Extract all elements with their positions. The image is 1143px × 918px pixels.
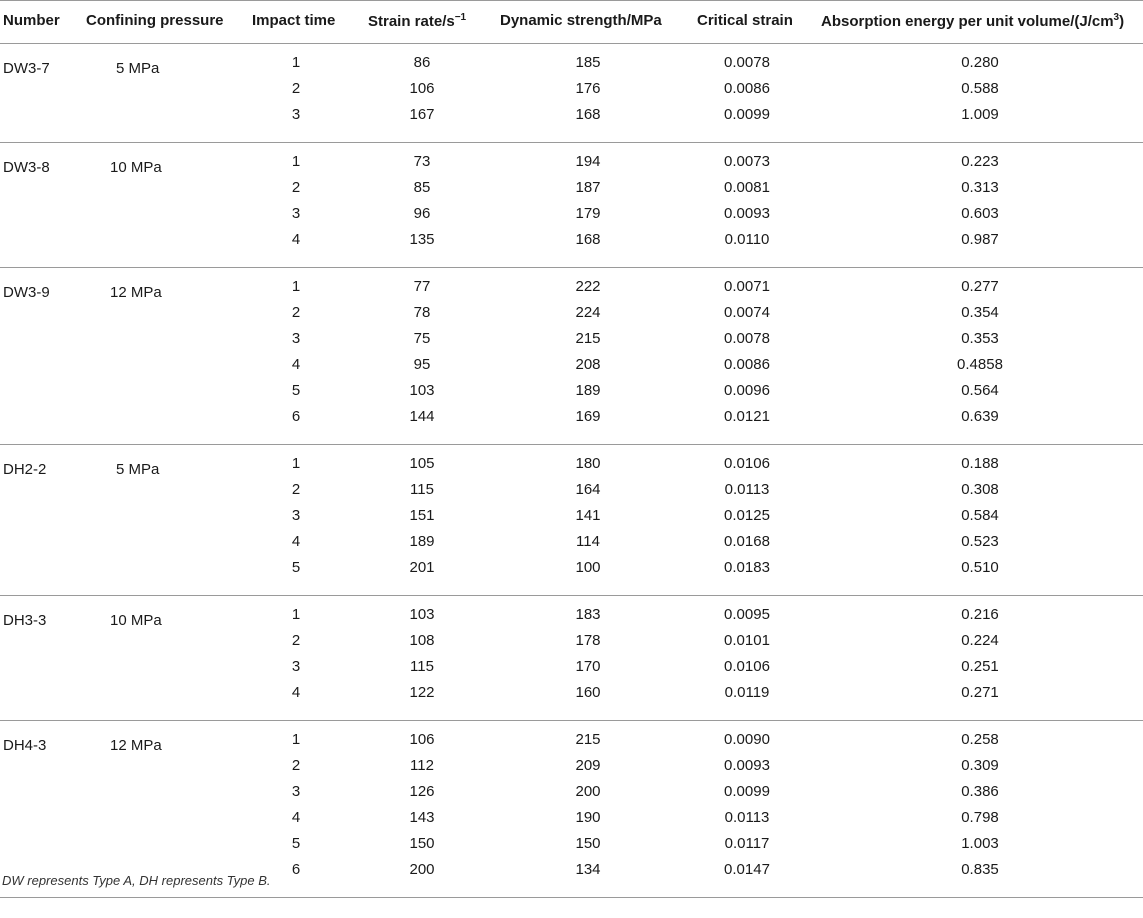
table-row bbox=[0, 679, 1143, 705]
cell-critical: 0.0071 bbox=[724, 278, 770, 295]
table-row bbox=[0, 351, 1143, 377]
table-row bbox=[0, 200, 1143, 226]
cell-strength: 189 bbox=[575, 382, 601, 399]
cell-strain-rate: 189 bbox=[409, 533, 435, 550]
cell-strain-rate: 103 bbox=[409, 606, 435, 623]
group-number: DH4-3 bbox=[3, 737, 47, 754]
cell-energy: 0.835 bbox=[961, 861, 999, 878]
cell-strength: 100 bbox=[575, 559, 601, 576]
cell-impact: 4 bbox=[291, 684, 301, 701]
cell-impact: 6 bbox=[291, 861, 301, 878]
group-number: DH2-2 bbox=[3, 461, 47, 478]
cell-impact: 2 bbox=[291, 481, 301, 498]
cell-strain-rate: 108 bbox=[409, 632, 435, 649]
cell-impact: 4 bbox=[291, 231, 301, 248]
cell-energy: 0.258 bbox=[961, 731, 999, 748]
cell-strain-rate: 167 bbox=[409, 106, 435, 123]
cell-impact: 3 bbox=[291, 658, 301, 675]
cell-strength: 209 bbox=[575, 757, 601, 774]
group-number: DW3-8 bbox=[3, 159, 50, 176]
group-confining-pressure: 5 MPa bbox=[116, 461, 160, 478]
table-row bbox=[0, 726, 1143, 752]
cell-energy: 0.353 bbox=[961, 330, 999, 347]
cell-strength: 169 bbox=[575, 408, 601, 425]
cell-critical: 0.0106 bbox=[724, 658, 770, 675]
table-row bbox=[0, 325, 1143, 351]
table-group bbox=[0, 721, 1143, 898]
cell-energy: 0.603 bbox=[961, 205, 999, 222]
cell-impact: 2 bbox=[291, 304, 301, 321]
cell-strength: 134 bbox=[575, 861, 601, 878]
cell-strain-rate: 115 bbox=[410, 481, 434, 498]
cell-impact: 5 bbox=[291, 559, 301, 576]
cell-strength: 164 bbox=[575, 481, 601, 498]
cell-strain-rate: 73 bbox=[413, 153, 431, 170]
cell-critical: 0.0125 bbox=[724, 507, 770, 524]
cell-strain-rate: 115 bbox=[410, 658, 434, 675]
table-row bbox=[0, 174, 1143, 200]
table-row bbox=[0, 377, 1143, 403]
cell-critical: 0.0113 bbox=[724, 809, 770, 826]
cell-energy: 1.003 bbox=[961, 835, 999, 852]
table-row bbox=[0, 273, 1143, 299]
cell-strain-rate: 86 bbox=[413, 54, 431, 71]
cell-critical: 0.0110 bbox=[724, 231, 770, 248]
cell-energy: 0.223 bbox=[961, 153, 999, 170]
header-absorption-energy bbox=[821, 12, 1124, 30]
cell-strength: 208 bbox=[575, 356, 601, 373]
cell-strength: 160 bbox=[575, 684, 601, 701]
table-row bbox=[0, 226, 1143, 252]
cell-strain-rate: 126 bbox=[409, 783, 435, 800]
cell-strain-rate: 144 bbox=[409, 408, 435, 425]
header-number: Number bbox=[3, 12, 60, 29]
cell-strain-rate: 95 bbox=[413, 356, 431, 373]
cell-impact: 5 bbox=[291, 835, 301, 852]
cell-strength: 179 bbox=[575, 205, 601, 222]
cell-impact: 3 bbox=[291, 106, 301, 123]
table-group bbox=[0, 44, 1143, 143]
cell-critical: 0.0117 bbox=[724, 835, 770, 852]
table-row bbox=[0, 450, 1143, 476]
group-number: DW3-7 bbox=[3, 60, 50, 77]
cell-energy: 0.588 bbox=[961, 80, 999, 97]
cell-energy: 0.354 bbox=[961, 304, 999, 321]
cell-energy: 0.216 bbox=[961, 606, 999, 623]
header-confining-pressure: Confining pressure bbox=[86, 12, 224, 29]
table-footnote: DW represents Type A, DH represents Type B. bbox=[2, 873, 271, 888]
cell-energy: 0.277 bbox=[961, 278, 999, 295]
cell-strain-rate: 122 bbox=[409, 684, 435, 701]
group-confining-pressure: 5 MPa bbox=[116, 60, 160, 77]
cell-impact: 4 bbox=[291, 533, 301, 550]
cell-impact: 3 bbox=[291, 507, 301, 524]
cell-critical: 0.0168 bbox=[724, 533, 770, 550]
cell-impact: 1 bbox=[291, 278, 301, 295]
table-row bbox=[0, 476, 1143, 502]
cell-strength: 168 bbox=[575, 106, 601, 123]
table-row bbox=[0, 49, 1143, 75]
cell-strain-rate: 77 bbox=[413, 278, 431, 295]
header-critical-strain: Critical strain bbox=[697, 12, 793, 29]
cell-strength: 187 bbox=[575, 179, 601, 196]
header-dynamic-strength: Dynamic strength/MPa bbox=[500, 12, 662, 29]
cell-critical: 0.0093 bbox=[724, 757, 770, 774]
cell-energy: 0.188 bbox=[961, 455, 999, 472]
cell-strength: 183 bbox=[575, 606, 601, 623]
cell-impact: 2 bbox=[291, 179, 301, 196]
cell-energy: 0.584 bbox=[961, 507, 999, 524]
group-confining-pressure: 12 MPa bbox=[110, 737, 162, 754]
cell-strain-rate: 151 bbox=[409, 507, 435, 524]
cell-strength: 200 bbox=[575, 783, 601, 800]
cell-strength: 170 bbox=[575, 658, 601, 675]
cell-strength: 190 bbox=[575, 809, 601, 826]
cell-critical: 0.0147 bbox=[724, 861, 770, 878]
cell-energy: 0.639 bbox=[961, 408, 999, 425]
cell-energy: 0.309 bbox=[961, 757, 999, 774]
cell-strain-rate: 105 bbox=[409, 455, 435, 472]
cell-impact: 1 bbox=[291, 455, 301, 472]
table-row bbox=[0, 804, 1143, 830]
header-impact-time: Impact time bbox=[252, 12, 336, 29]
cell-critical: 0.0101 bbox=[724, 632, 770, 649]
cell-strength: 224 bbox=[575, 304, 601, 321]
cell-impact: 3 bbox=[291, 783, 301, 800]
cell-impact: 4 bbox=[291, 809, 301, 826]
cell-impact: 2 bbox=[291, 80, 301, 97]
cell-strain-rate: 112 bbox=[410, 757, 434, 774]
table-group bbox=[0, 596, 1143, 721]
cell-strain-rate: 106 bbox=[409, 731, 435, 748]
table-row bbox=[0, 830, 1143, 856]
cell-strength: 176 bbox=[575, 80, 601, 97]
cell-strain-rate: 201 bbox=[409, 559, 435, 576]
cell-strength: 215 bbox=[575, 330, 601, 347]
table-row bbox=[0, 299, 1143, 325]
cell-impact: 1 bbox=[291, 606, 301, 623]
cell-strain-rate: 75 bbox=[413, 330, 431, 347]
cell-critical: 0.0099 bbox=[724, 106, 770, 123]
cell-energy: 0.523 bbox=[961, 533, 999, 550]
cell-energy: 0.4858 bbox=[957, 356, 1003, 373]
table-row bbox=[0, 101, 1143, 127]
table-row bbox=[0, 601, 1143, 627]
cell-impact: 2 bbox=[291, 632, 301, 649]
cell-critical: 0.0096 bbox=[724, 382, 770, 399]
cell-impact: 1 bbox=[291, 153, 301, 170]
cell-energy: 0.987 bbox=[961, 231, 999, 248]
cell-impact: 4 bbox=[291, 356, 301, 373]
cell-energy: 0.224 bbox=[961, 632, 999, 649]
cell-energy: 0.564 bbox=[961, 382, 999, 399]
cell-energy: 0.271 bbox=[961, 684, 999, 701]
cell-strength: 114 bbox=[576, 533, 600, 550]
table-row bbox=[0, 653, 1143, 679]
cell-strain-rate: 150 bbox=[409, 835, 435, 852]
table-row bbox=[0, 403, 1143, 429]
cell-impact: 5 bbox=[291, 382, 301, 399]
table-row bbox=[0, 778, 1143, 804]
cell-strain-rate: 96 bbox=[413, 205, 431, 222]
cell-critical: 0.0106 bbox=[724, 455, 770, 472]
header-absorption-energy-text: Absorption energy per unit volume/(J/cm bbox=[821, 13, 1114, 30]
group-confining-pressure: 12 MPa bbox=[110, 284, 162, 301]
cell-critical: 0.0183 bbox=[724, 559, 770, 576]
cell-strength: 222 bbox=[575, 278, 601, 295]
cell-critical: 0.0093 bbox=[724, 205, 770, 222]
group-divider-rule bbox=[0, 897, 1143, 898]
header-absorption-energy-close: ) bbox=[1119, 13, 1125, 30]
cell-critical: 0.0113 bbox=[724, 481, 770, 498]
cell-strength: 194 bbox=[575, 153, 601, 170]
cell-strain-rate: 78 bbox=[413, 304, 431, 321]
cell-strength: 185 bbox=[575, 54, 601, 71]
cell-energy: 0.308 bbox=[961, 481, 999, 498]
cell-impact: 2 bbox=[291, 757, 301, 774]
cell-critical: 0.0078 bbox=[724, 330, 770, 347]
table-group bbox=[0, 268, 1143, 445]
cell-strength: 168 bbox=[575, 231, 601, 248]
cell-energy: 1.009 bbox=[961, 106, 999, 123]
cell-impact: 3 bbox=[291, 205, 301, 222]
cell-strain-rate: 85 bbox=[413, 179, 431, 196]
cell-strength: 180 bbox=[575, 455, 601, 472]
cell-critical: 0.0086 bbox=[724, 80, 770, 97]
cell-energy: 0.313 bbox=[961, 179, 999, 196]
cell-impact: 6 bbox=[291, 408, 301, 425]
table-header-row bbox=[0, 0, 1143, 43]
cell-critical: 0.0086 bbox=[724, 356, 770, 373]
header-strain-rate bbox=[368, 12, 466, 30]
cell-impact: 1 bbox=[291, 731, 301, 748]
cell-impact: 3 bbox=[291, 330, 301, 347]
cell-impact: 1 bbox=[291, 54, 301, 71]
cell-energy: 0.510 bbox=[961, 559, 999, 576]
table-group bbox=[0, 445, 1143, 596]
cell-strain-rate: 135 bbox=[409, 231, 435, 248]
table-row bbox=[0, 75, 1143, 101]
group-confining-pressure: 10 MPa bbox=[110, 159, 162, 176]
table-row bbox=[0, 627, 1143, 653]
cell-strain-rate: 143 bbox=[409, 809, 435, 826]
cell-strength: 141 bbox=[575, 507, 601, 524]
table-row bbox=[0, 502, 1143, 528]
group-number: DW3-9 bbox=[3, 284, 50, 301]
cell-strain-rate: 103 bbox=[409, 382, 435, 399]
cell-critical: 0.0119 bbox=[724, 684, 770, 701]
table-row bbox=[0, 148, 1143, 174]
group-confining-pressure: 10 MPa bbox=[110, 612, 162, 629]
header-strain-rate-sup: −1 bbox=[454, 12, 467, 23]
cell-strength: 215 bbox=[575, 731, 601, 748]
cell-critical: 0.0074 bbox=[724, 304, 770, 321]
cell-energy: 0.386 bbox=[961, 783, 999, 800]
cell-critical: 0.0081 bbox=[724, 179, 770, 196]
cell-energy: 0.798 bbox=[961, 809, 999, 826]
header-strain-rate-text: Strain rate/s bbox=[368, 13, 455, 30]
cell-energy: 0.251 bbox=[961, 658, 999, 675]
table-row bbox=[0, 752, 1143, 778]
cell-strength: 150 bbox=[575, 835, 601, 852]
header-absorption-energy-sup: 3 bbox=[1113, 12, 1120, 23]
cell-energy: 0.280 bbox=[961, 54, 999, 71]
cell-critical: 0.0121 bbox=[724, 408, 770, 425]
cell-strain-rate: 200 bbox=[409, 861, 435, 878]
table-row bbox=[0, 528, 1143, 554]
table-row bbox=[0, 554, 1143, 580]
group-number: DH3-3 bbox=[3, 612, 47, 629]
cell-critical: 0.0078 bbox=[724, 54, 770, 71]
cell-critical: 0.0090 bbox=[724, 731, 770, 748]
cell-critical: 0.0099 bbox=[724, 783, 770, 800]
table-group bbox=[0, 143, 1143, 268]
cell-strain-rate: 106 bbox=[409, 80, 435, 97]
cell-critical: 0.0095 bbox=[724, 606, 770, 623]
cell-strength: 178 bbox=[575, 632, 601, 649]
cell-critical: 0.0073 bbox=[724, 153, 770, 170]
